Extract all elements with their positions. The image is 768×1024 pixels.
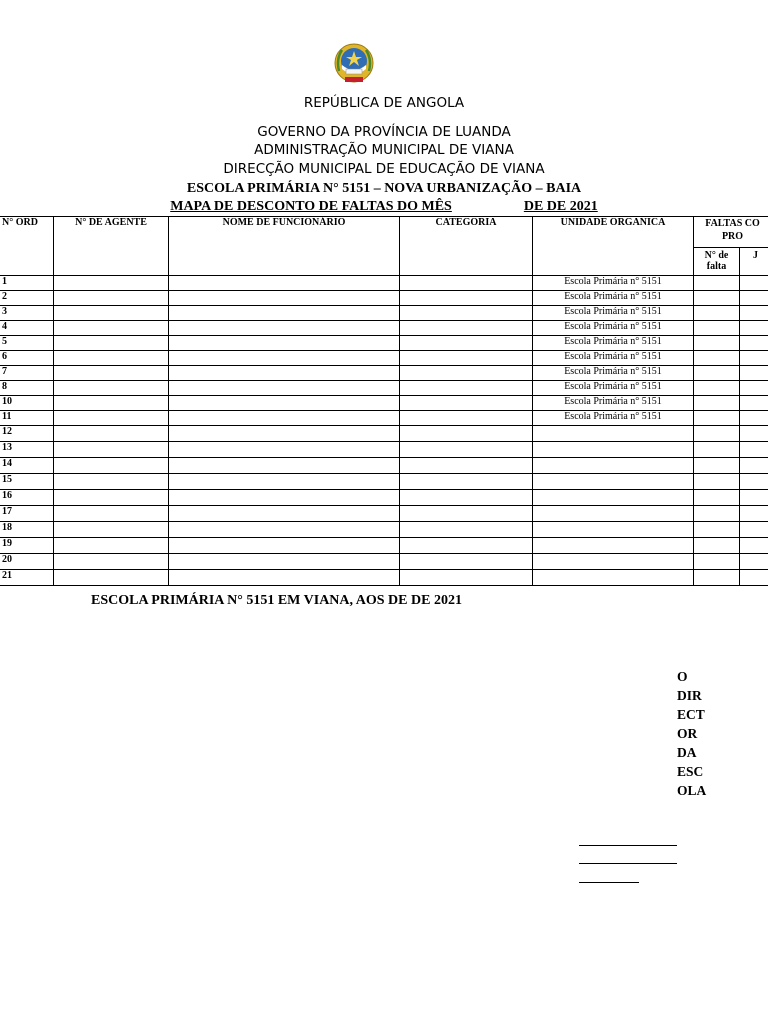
table-row	[0, 366, 768, 381]
table-row	[0, 306, 768, 321]
category-cell	[400, 474, 533, 490]
agent-cell	[54, 336, 169, 351]
table-row	[0, 554, 768, 570]
justified-cell	[740, 321, 768, 336]
agent-cell	[54, 570, 169, 586]
name-cell	[169, 336, 400, 351]
unit-cell	[533, 554, 694, 570]
document-title-main: MAPA DE DESCONTO DE FALTAS DO MÊS	[170, 199, 452, 214]
director-label-line: O	[677, 669, 688, 684]
agent-cell	[54, 458, 169, 474]
row-number: 14	[0, 458, 54, 474]
col-unit-header: UNIDADE ORGANICA	[533, 217, 694, 276]
category-cell	[400, 554, 533, 570]
category-cell	[400, 321, 533, 336]
agent-cell	[54, 442, 169, 458]
absence-count-cell	[694, 474, 740, 490]
name-cell	[169, 426, 400, 442]
absence-count-cell	[694, 538, 740, 554]
name-cell	[169, 276, 400, 291]
unit-cell	[533, 490, 694, 506]
category-cell	[400, 411, 533, 426]
agent-cell	[54, 306, 169, 321]
row-number: 17	[0, 506, 54, 522]
category-cell	[400, 442, 533, 458]
name-cell	[169, 366, 400, 381]
agent-cell	[54, 291, 169, 306]
agent-cell	[54, 522, 169, 538]
director-signature-label	[677, 667, 706, 800]
row-number: 1	[0, 276, 54, 291]
direction-heading: DIRECÇÃO MUNICIPAL DE EDUCAÇÃO DE VIANA	[223, 161, 545, 177]
signature-line	[579, 882, 639, 883]
category-cell	[400, 396, 533, 411]
justified-cell	[740, 442, 768, 458]
agent-cell	[54, 351, 169, 366]
col-justified-header: J	[740, 248, 768, 276]
justified-cell	[740, 522, 768, 538]
absence-count-cell	[694, 381, 740, 396]
name-cell	[169, 396, 400, 411]
director-label-line: ESC	[677, 764, 704, 779]
table-row	[0, 276, 768, 291]
agent-cell	[54, 538, 169, 554]
table-row	[0, 321, 768, 336]
administration-heading: ADMINISTRAÇÃO MUNICIPAL DE VIANA	[254, 142, 514, 158]
name-cell	[169, 474, 400, 490]
name-cell	[169, 490, 400, 506]
category-cell	[400, 306, 533, 321]
row-number: 16	[0, 490, 54, 506]
table-row	[0, 458, 768, 474]
row-number: 3	[0, 306, 54, 321]
row-number: 15	[0, 474, 54, 490]
absence-table	[0, 216, 768, 586]
name-cell	[169, 458, 400, 474]
category-cell	[400, 426, 533, 442]
agent-cell	[54, 396, 169, 411]
absence-count-cell	[694, 351, 740, 366]
category-cell	[400, 506, 533, 522]
table-row	[0, 411, 768, 426]
agent-cell	[54, 366, 169, 381]
table-row	[0, 522, 768, 538]
row-number: 4	[0, 321, 54, 336]
category-cell	[400, 291, 533, 306]
table-row	[0, 474, 768, 490]
director-label-line: DIR	[677, 688, 702, 703]
category-cell	[400, 458, 533, 474]
angola-coat-of-arms-emblem	[333, 41, 375, 85]
unit-cell: Escola Primária n° 5151	[533, 396, 694, 411]
justified-cell	[740, 381, 768, 396]
unit-cell	[533, 522, 694, 538]
row-number: 12	[0, 426, 54, 442]
agent-cell	[54, 506, 169, 522]
justified-cell	[740, 411, 768, 426]
justified-cell	[740, 538, 768, 554]
agent-cell	[54, 411, 169, 426]
table-row	[0, 570, 768, 586]
absence-count-cell	[694, 442, 740, 458]
agent-cell	[54, 276, 169, 291]
name-cell	[169, 321, 400, 336]
col-absence-count-header: N° de falta	[694, 248, 740, 276]
absence-count-cell	[694, 396, 740, 411]
director-label-line: ECT	[677, 707, 705, 722]
absence-count-cell	[694, 426, 740, 442]
province-heading: GOVERNO DA PROVÍNCIA DE LUANDA	[257, 124, 511, 140]
category-cell	[400, 381, 533, 396]
row-number: 19	[0, 538, 54, 554]
unit-cell: Escola Primária n° 5151	[533, 291, 694, 306]
unit-cell	[533, 442, 694, 458]
absence-count-cell	[694, 570, 740, 586]
absence-count-cell	[694, 366, 740, 381]
row-number: 13	[0, 442, 54, 458]
justified-cell	[740, 506, 768, 522]
unit-cell: Escola Primária n° 5151	[533, 381, 694, 396]
agent-cell	[54, 426, 169, 442]
justified-cell	[740, 396, 768, 411]
justified-cell	[740, 554, 768, 570]
row-number: 11	[0, 411, 54, 426]
table-row	[0, 506, 768, 522]
name-cell	[169, 291, 400, 306]
absence-count-cell	[694, 554, 740, 570]
col-absences-header: FALTAS CO PRO	[694, 217, 768, 248]
justified-cell	[740, 306, 768, 321]
absence-count-cell	[694, 458, 740, 474]
unit-cell: Escola Primária n° 5151	[533, 411, 694, 426]
unit-cell	[533, 474, 694, 490]
table-row	[0, 291, 768, 306]
school-heading: ESCOLA PRIMÁRIA N° 5151 – NOVA URBANIZAÇÃO – BAIA	[186, 181, 582, 196]
table-row	[0, 538, 768, 554]
absence-count-cell	[694, 522, 740, 538]
row-number: 8	[0, 381, 54, 396]
agent-cell	[54, 490, 169, 506]
absence-count-cell	[694, 321, 740, 336]
table-row	[0, 381, 768, 396]
agent-cell	[54, 474, 169, 490]
director-label-line: DA	[677, 745, 697, 760]
absence-count-cell	[694, 490, 740, 506]
name-cell	[169, 381, 400, 396]
justified-cell	[740, 490, 768, 506]
row-number: 6	[0, 351, 54, 366]
justified-cell	[740, 276, 768, 291]
table-row	[0, 396, 768, 411]
absence-count-cell	[694, 306, 740, 321]
col-agent-header: N° DE AGENTE	[54, 217, 169, 276]
row-number: 21	[0, 570, 54, 586]
justified-cell	[740, 458, 768, 474]
justified-cell	[740, 426, 768, 442]
unit-cell: Escola Primária n° 5151	[533, 351, 694, 366]
category-cell	[400, 351, 533, 366]
unit-cell: Escola Primária n° 5151	[533, 321, 694, 336]
signature-line	[579, 863, 677, 864]
table-row	[0, 351, 768, 366]
absence-count-cell	[694, 411, 740, 426]
col-category-header: CATEGORIA	[400, 217, 533, 276]
category-cell	[400, 538, 533, 554]
col-ord-header: N° ORD	[0, 217, 54, 276]
agent-cell	[54, 381, 169, 396]
row-number: 5	[0, 336, 54, 351]
unit-cell	[533, 426, 694, 442]
place-date-line: ESCOLA PRIMÁRIA N° 5151 EM VIANA, AOS DE DE 2021	[91, 593, 462, 608]
justified-cell	[740, 336, 768, 351]
country-heading: REPÚBLICA DE ANGOLA	[303, 95, 465, 111]
unit-cell: Escola Primária n° 5151	[533, 276, 694, 291]
row-number: 7	[0, 366, 54, 381]
name-cell	[169, 506, 400, 522]
table-row	[0, 490, 768, 506]
justified-cell	[740, 291, 768, 306]
name-cell	[169, 570, 400, 586]
category-cell	[400, 276, 533, 291]
unit-cell	[533, 570, 694, 586]
unit-cell	[533, 458, 694, 474]
category-cell	[400, 336, 533, 351]
unit-cell: Escola Primária n° 5151	[533, 366, 694, 381]
table-row	[0, 442, 768, 458]
unit-cell	[533, 538, 694, 554]
signature-line	[579, 845, 677, 846]
name-cell	[169, 306, 400, 321]
category-cell	[400, 490, 533, 506]
unit-cell: Escola Primária n° 5151	[533, 336, 694, 351]
row-number: 10	[0, 396, 54, 411]
name-cell	[169, 538, 400, 554]
category-cell	[400, 522, 533, 538]
name-cell	[169, 554, 400, 570]
absence-count-cell	[694, 506, 740, 522]
director-label-line: OLA	[677, 783, 707, 798]
absence-count-cell	[694, 291, 740, 306]
row-number: 20	[0, 554, 54, 570]
justified-cell	[740, 366, 768, 381]
table-row	[0, 426, 768, 442]
row-number: 2	[0, 291, 54, 306]
category-cell	[400, 570, 533, 586]
document-title-period: DE DE 2021	[523, 199, 598, 214]
name-cell	[169, 351, 400, 366]
justified-cell	[740, 351, 768, 366]
category-cell	[400, 366, 533, 381]
table-row	[0, 336, 768, 351]
justified-cell	[740, 474, 768, 490]
name-cell	[169, 522, 400, 538]
col-name-header: NOME DE FUNCIONÁRIO	[169, 217, 400, 276]
justified-cell	[740, 570, 768, 586]
unit-cell: Escola Primária n° 5151	[533, 306, 694, 321]
absence-count-cell	[694, 276, 740, 291]
agent-cell	[54, 321, 169, 336]
name-cell	[169, 442, 400, 458]
absence-count-cell	[694, 336, 740, 351]
unit-cell	[533, 506, 694, 522]
agent-cell	[54, 554, 169, 570]
name-cell	[169, 411, 400, 426]
row-number: 18	[0, 522, 54, 538]
document-title	[0, 198, 768, 215]
director-label-line: OR	[677, 726, 698, 741]
